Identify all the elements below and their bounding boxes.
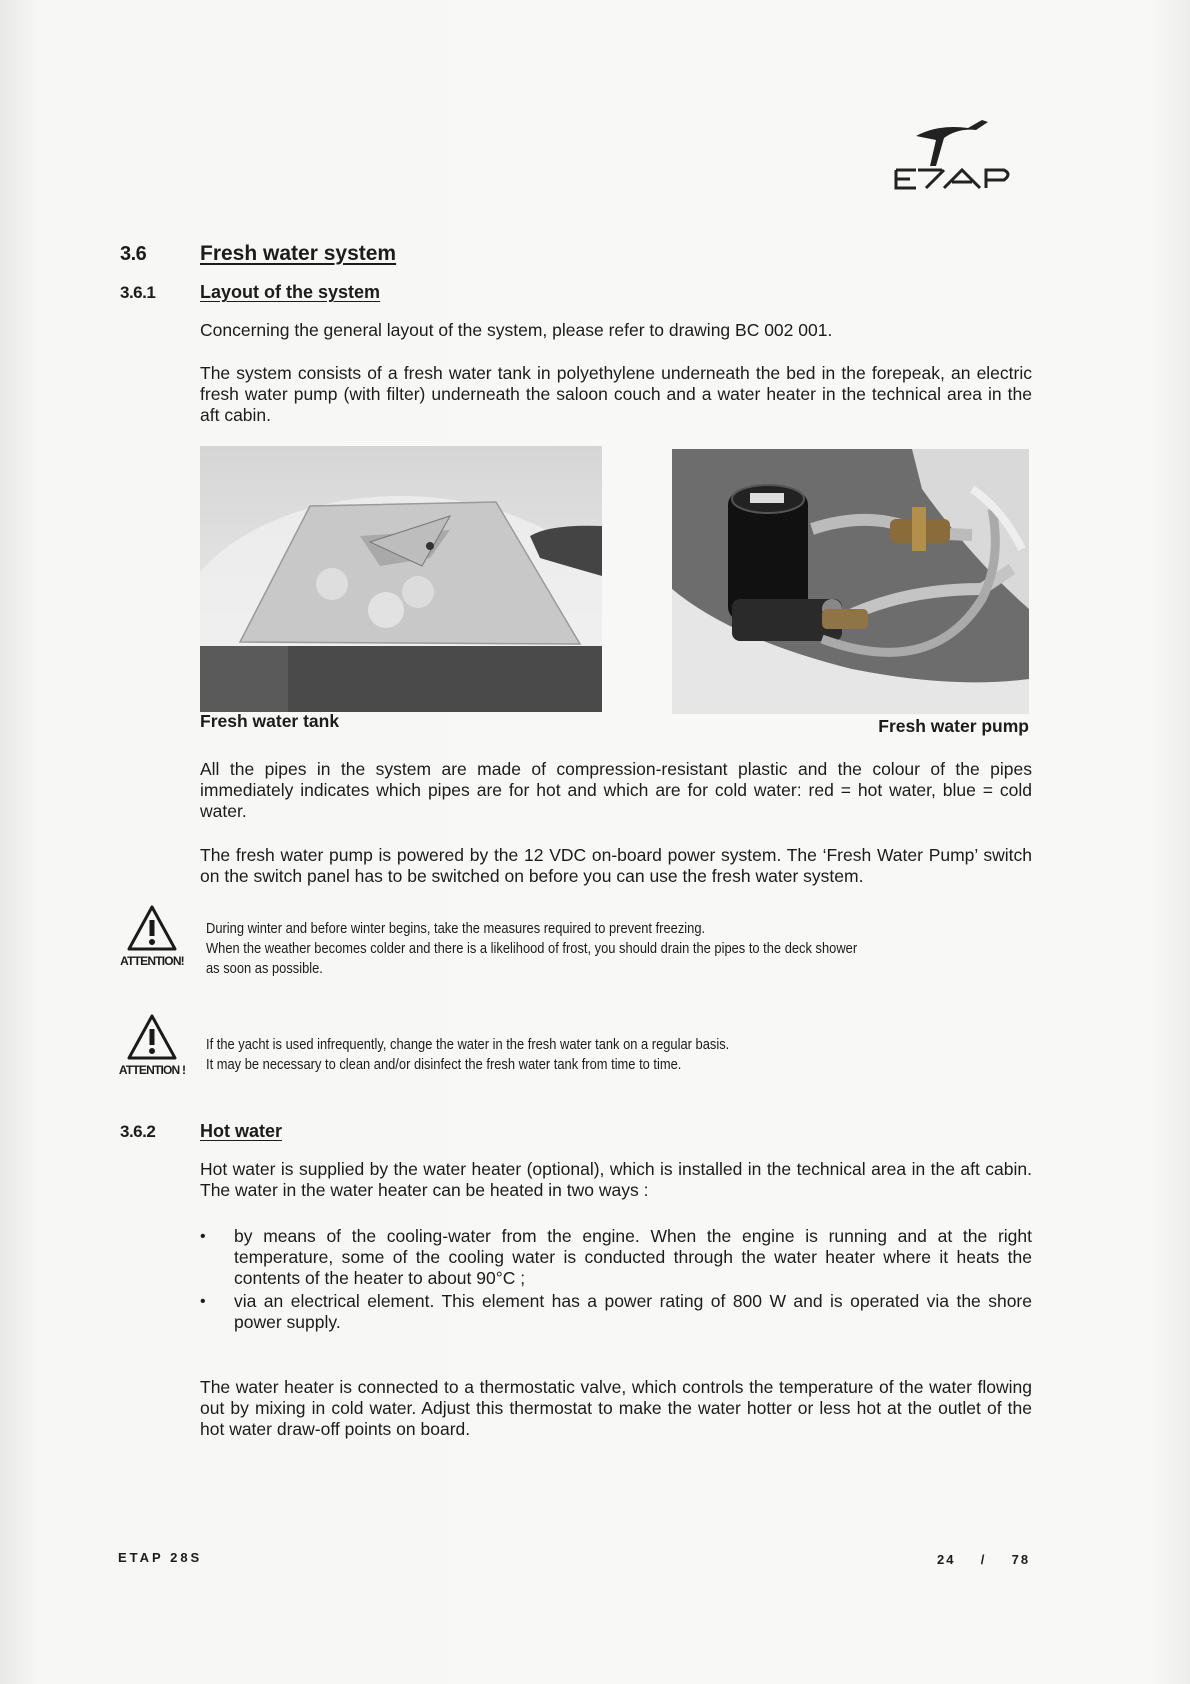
caption-fresh-water-pump: Fresh water pump	[878, 716, 1029, 736]
subsection-number-2: 3.6.2	[120, 1122, 156, 1141]
page-current: 24	[937, 1552, 956, 1567]
warning-2-line-1: If the yacht is used infrequently, change the water in the fresh water tank on a regular basis.	[206, 1036, 730, 1053]
paragraph-drawing-ref: Concerning the general layout of the system, please refer to drawing BC 002 001.	[200, 320, 833, 340]
paragraph-pump-power: The fresh water pump is powered by the 12 VDC on-board power system. The ‘Fresh Water Pump’ switch on the switch panel has to be switched on before you can use the fresh water system.	[200, 845, 1032, 886]
warning-triangle-icon	[126, 1013, 178, 1061]
paragraph-pipes: All the pipes in the system are made of compression-resistant plastic and the colour of the pipes immediately indicates which pipes are for hot and which are for cold water: red = hot water, blue = cold water.	[200, 759, 1032, 821]
heating-methods-list	[200, 1226, 1032, 1335]
paragraph-thermostat: The water heater is connected to a thermostatic valve, which controls the temperature of the water flowing out by mixing in cold water. Adjust this thermostat to make the water hotter or less hot at the outlet of the hot water draw-off points on board.	[200, 1377, 1032, 1439]
subsection-title-2: Hot water	[200, 1121, 283, 1141]
section-number: 3.6	[120, 243, 147, 265]
list-item: • by means of the cooling-water from the engine. When the engine is running and at the right temperature, some of the cooling water is conducted through the water heater where it heats the contents of the heater to about 90°C ;	[200, 1226, 1032, 1289]
warning-triangle-icon	[126, 904, 178, 952]
page-total: 78	[1011, 1552, 1031, 1567]
attention-warning-2	[110, 1013, 194, 1077]
attention-label: ATTENTION !	[118, 1063, 186, 1077]
section-title: Fresh water system	[200, 242, 397, 265]
list-item: • via an electrical element. This element has a power rating of 800 W and is operated via the shore power supply.	[200, 1291, 1032, 1333]
fresh-water-pump-photo	[672, 449, 1029, 714]
subsection-title-1: Layout of the system	[200, 282, 381, 302]
footer-model: ETAP 28S	[118, 1550, 203, 1565]
warning-1-text	[206, 919, 980, 979]
warning-2-text	[206, 1035, 980, 1075]
warning-1-line-2: When the weather becomes colder and there is a likelihood of frost, you should drain the pipes to the deck shower	[206, 940, 858, 957]
fresh-water-tank-photo	[200, 446, 602, 712]
attention-label: ATTENTION!	[120, 954, 184, 968]
attention-warning-1	[110, 904, 194, 968]
paragraph-system-overview: The system consists of a fresh water tank in polyethylene underneath the bed in the forepeak, an electric fresh water pump (with filter) underneath the saloon couch and a water heater in the technical area in the aft cabin.	[200, 363, 1032, 425]
etap-bird-logo-icon	[878, 118, 1028, 198]
warning-2-line-2: It may be necessary to clean and/or disinfect the fresh water tank from time to time.	[206, 1056, 682, 1073]
page-number	[937, 1552, 1030, 1567]
page-separator: /	[980, 1552, 987, 1567]
warning-1-line-1: During winter and before winter begins, take the measures required to prevent freezing.	[206, 920, 706, 937]
paragraph-hot-water: Hot water is supplied by the water heater (optional), which is installed in the technical area in the aft cabin. The water in the water heater can be heated in two ways :	[200, 1159, 1032, 1200]
warning-1-line-3: as soon as possible.	[206, 960, 323, 977]
etap-logo	[878, 118, 1028, 198]
caption-fresh-water-tank: Fresh water tank	[200, 711, 340, 731]
subsection-number-1: 3.6.1	[120, 283, 156, 302]
